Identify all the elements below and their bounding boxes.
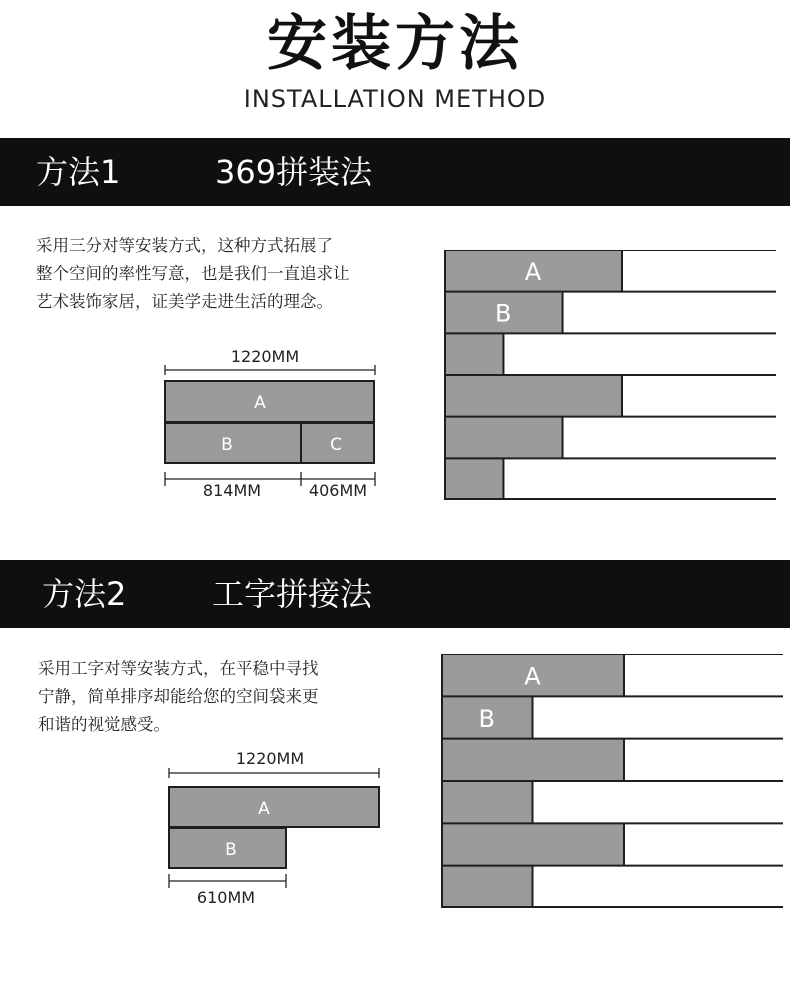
pattern-plank-grey	[444, 333, 503, 375]
method2-total-length-label: 1220MM	[235, 749, 305, 768]
method1-floor-pattern	[444, 250, 776, 500]
method1-label: 方法1	[36, 153, 121, 191]
pattern-plank-label: B	[495, 299, 512, 328]
pattern-plank-label: A	[524, 258, 542, 286]
pattern-plank-white	[503, 333, 776, 375]
pattern-plank-label: B	[478, 704, 495, 733]
pattern-plank-white	[624, 739, 783, 781]
plank-a	[169, 787, 379, 827]
method2-header-band	[0, 560, 790, 628]
pattern-plank-white	[563, 417, 776, 459]
method2-segment-610-label: 610MM	[196, 888, 256, 907]
method2-name: 工字拼接法	[212, 575, 373, 613]
method2-label: 方法2	[42, 575, 127, 613]
pattern-plank-grey	[444, 417, 563, 459]
method1-header-band	[0, 138, 790, 206]
method2-description	[38, 655, 319, 739]
method2-description-line: 宁静，简单排序却能给您的空间袋来更	[38, 687, 319, 706]
plank-c-label: C	[330, 435, 342, 455]
method1-segment-406-label: 406MM	[308, 481, 368, 500]
method2-description-line: 采用工字对等安装方式，在平稳中寻找	[38, 659, 319, 678]
pattern-plank-grey	[444, 458, 503, 500]
plank-a-label: A	[254, 393, 266, 413]
method1-total-length-label: 1220MM	[230, 347, 300, 366]
pattern-plank-grey	[441, 823, 624, 865]
method1-description-line: 整个空间的率性写意，也是我们一直追求让	[36, 264, 350, 283]
plank-a	[165, 381, 374, 422]
pattern-plank-grey	[444, 375, 622, 417]
pattern-plank-grey	[441, 739, 624, 781]
pattern-plank-white	[563, 292, 776, 334]
page-title: 安装方法	[267, 9, 523, 79]
pattern-plank-white	[622, 250, 776, 292]
method2-dimension-diagram	[155, 740, 395, 920]
pattern-plank-white	[533, 781, 784, 823]
method1-dimension-diagram	[150, 340, 400, 510]
plank-a-label: A	[258, 799, 270, 819]
pattern-plank-grey	[441, 866, 533, 908]
plank-b	[165, 423, 301, 463]
pattern-plank-white	[533, 696, 784, 738]
method1-name: 369拼装法	[215, 153, 373, 191]
page-subtitle: INSTALLATION METHOD	[243, 85, 547, 113]
pattern-plank-white	[503, 458, 776, 500]
pattern-plank-label: A	[524, 662, 541, 691]
pattern-plank-white	[622, 375, 776, 417]
method1-description-line: 采用三分对等安装方式，这种方式拓展了	[36, 236, 333, 255]
method1-segment-814-label: 814MM	[202, 481, 262, 500]
plank-b-label: B	[221, 435, 233, 455]
pattern-plank-grey	[441, 781, 533, 823]
pattern-plank-white	[624, 823, 783, 865]
method1-description	[36, 232, 350, 316]
pattern-plank-white	[624, 654, 783, 696]
method2-floor-pattern	[441, 654, 783, 908]
method1-description-line: 艺术装饰家居，证美学走进生活的理念。	[36, 292, 333, 311]
pattern-plank-white	[533, 866, 784, 908]
plank-b-label: B	[225, 840, 237, 860]
method2-description-line: 和谐的视觉感受。	[38, 715, 170, 734]
